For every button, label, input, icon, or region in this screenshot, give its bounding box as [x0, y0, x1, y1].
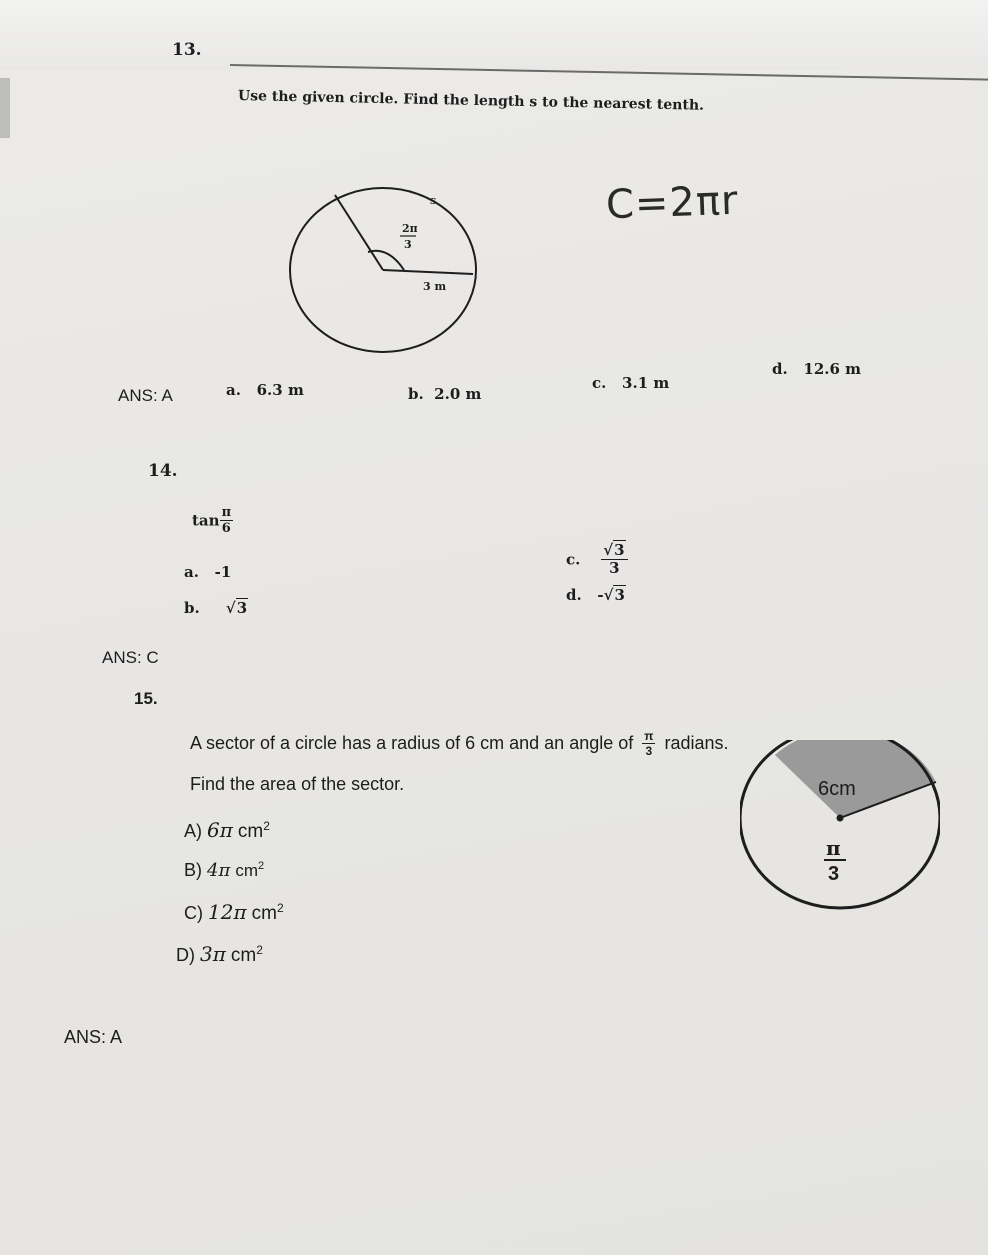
choice-text: 3.1 m [622, 374, 670, 392]
choice-text: -1 [214, 563, 232, 581]
choice-exp: 2 [263, 819, 270, 833]
q13-radius-label: 3 m [423, 280, 447, 293]
q14-expression [192, 506, 233, 535]
choice-exp: 2 [258, 860, 265, 872]
page-edge [0, 78, 10, 138]
q14-number: 14. [148, 461, 178, 481]
q14-choice-c[interactable] [566, 543, 628, 576]
choice-text: 6.3 m [256, 381, 304, 399]
q14-arg-den: 6 [221, 521, 231, 536]
q13-choice-b[interactable] [408, 385, 481, 403]
q14-choice-b[interactable] [184, 599, 248, 617]
choice-exp: 2 [256, 943, 263, 957]
q15-diagram-angle-den: 3 [828, 863, 840, 885]
choice-text: 12.6 m [803, 360, 862, 378]
choice-coef: 12π [208, 900, 247, 924]
choice-exp: 2 [276, 901, 284, 915]
choice-coef: 3π [200, 942, 226, 966]
q15-angle-num: π [644, 729, 654, 743]
choice-letter: a. [184, 563, 199, 581]
q13-circle-diagram [280, 180, 500, 365]
q13-radius-line-2 [335, 195, 383, 270]
q14-choice-d[interactable] [566, 586, 626, 604]
q15-number: 15. [134, 689, 158, 708]
choice-coef: 6π [207, 818, 233, 842]
choice-fraction: $\frac{√3}{3}$ [601, 543, 627, 576]
choice-letter: C) [184, 903, 203, 923]
choice-text: 2.0 m [434, 385, 482, 403]
choice-unit: cm [235, 861, 258, 880]
q15-angle-den: 3 [645, 744, 653, 758]
q13-radius-line [383, 270, 473, 274]
q13-choice-d[interactable] [772, 360, 861, 378]
choice-letter: c. [592, 374, 607, 392]
choice-letter: A) [184, 821, 202, 841]
choice-letter: b. [184, 599, 200, 617]
choice-unit: cm [251, 903, 277, 924]
choice-letter: d. [566, 586, 582, 604]
q13-number: 13. [172, 40, 202, 60]
radicand: 3 [614, 586, 625, 604]
q15-diagram-angle-num: π [826, 836, 841, 860]
q15-answer: ANS: A [64, 1027, 123, 1047]
q14-func: tan [192, 511, 220, 530]
fraction-den: 3 [609, 559, 620, 577]
q15-choice-a[interactable] [184, 818, 270, 843]
sqrt-expression: √3 [225, 599, 248, 617]
choice-letter: B) [184, 860, 202, 880]
choice-letter: b. [408, 385, 424, 403]
choice-sign: - [597, 586, 604, 604]
choice-unit: cm [237, 821, 264, 842]
q13-angle-num: 2π [402, 222, 418, 235]
q13-choice-a[interactable] [226, 381, 304, 399]
q15-choice-d[interactable] [176, 942, 263, 967]
q14-choice-a[interactable] [184, 563, 231, 581]
q13-choice-c[interactable] [592, 374, 669, 392]
choice-letter: a. [226, 381, 241, 399]
handwritten-formula: C=2πr [605, 177, 740, 229]
q13-answer: ANS: A [118, 386, 173, 405]
q14-arg-num: π [221, 505, 232, 520]
radicand: 3 [236, 599, 248, 617]
q15-sector-diagram [740, 740, 940, 915]
q15-prompt-line2: Find the area of the sector. [190, 774, 405, 794]
q15-prompt-line1 [190, 730, 729, 757]
q15-choice-b[interactable] [184, 860, 264, 881]
choice-letter: d. [772, 360, 788, 378]
q15-center-point [837, 815, 844, 822]
q15-prompt-pre: A sector of a circle has a radius of 6 cm and an angle of [190, 733, 634, 753]
q13-angle-den: 3 [404, 238, 412, 251]
q13-arc-label: s [430, 194, 437, 207]
q15-choice-c[interactable] [184, 900, 284, 925]
q14-answer: ANS: C [102, 648, 159, 667]
q15-prompt-post: radians. [664, 733, 729, 753]
choice-letter: D) [176, 945, 195, 965]
page-fold [0, 0, 988, 70]
choice-unit: cm [230, 945, 257, 966]
q13-prompt: Use the given circle. Find the length s to the nearest tenth. [237, 88, 705, 114]
q15-radius-label: 6cm [818, 778, 856, 800]
choice-coef: 4π [207, 860, 231, 881]
sqrt-expression: √3 [603, 586, 625, 604]
radicand: 3 [614, 541, 625, 559]
choice-letter: c. [566, 550, 581, 569]
